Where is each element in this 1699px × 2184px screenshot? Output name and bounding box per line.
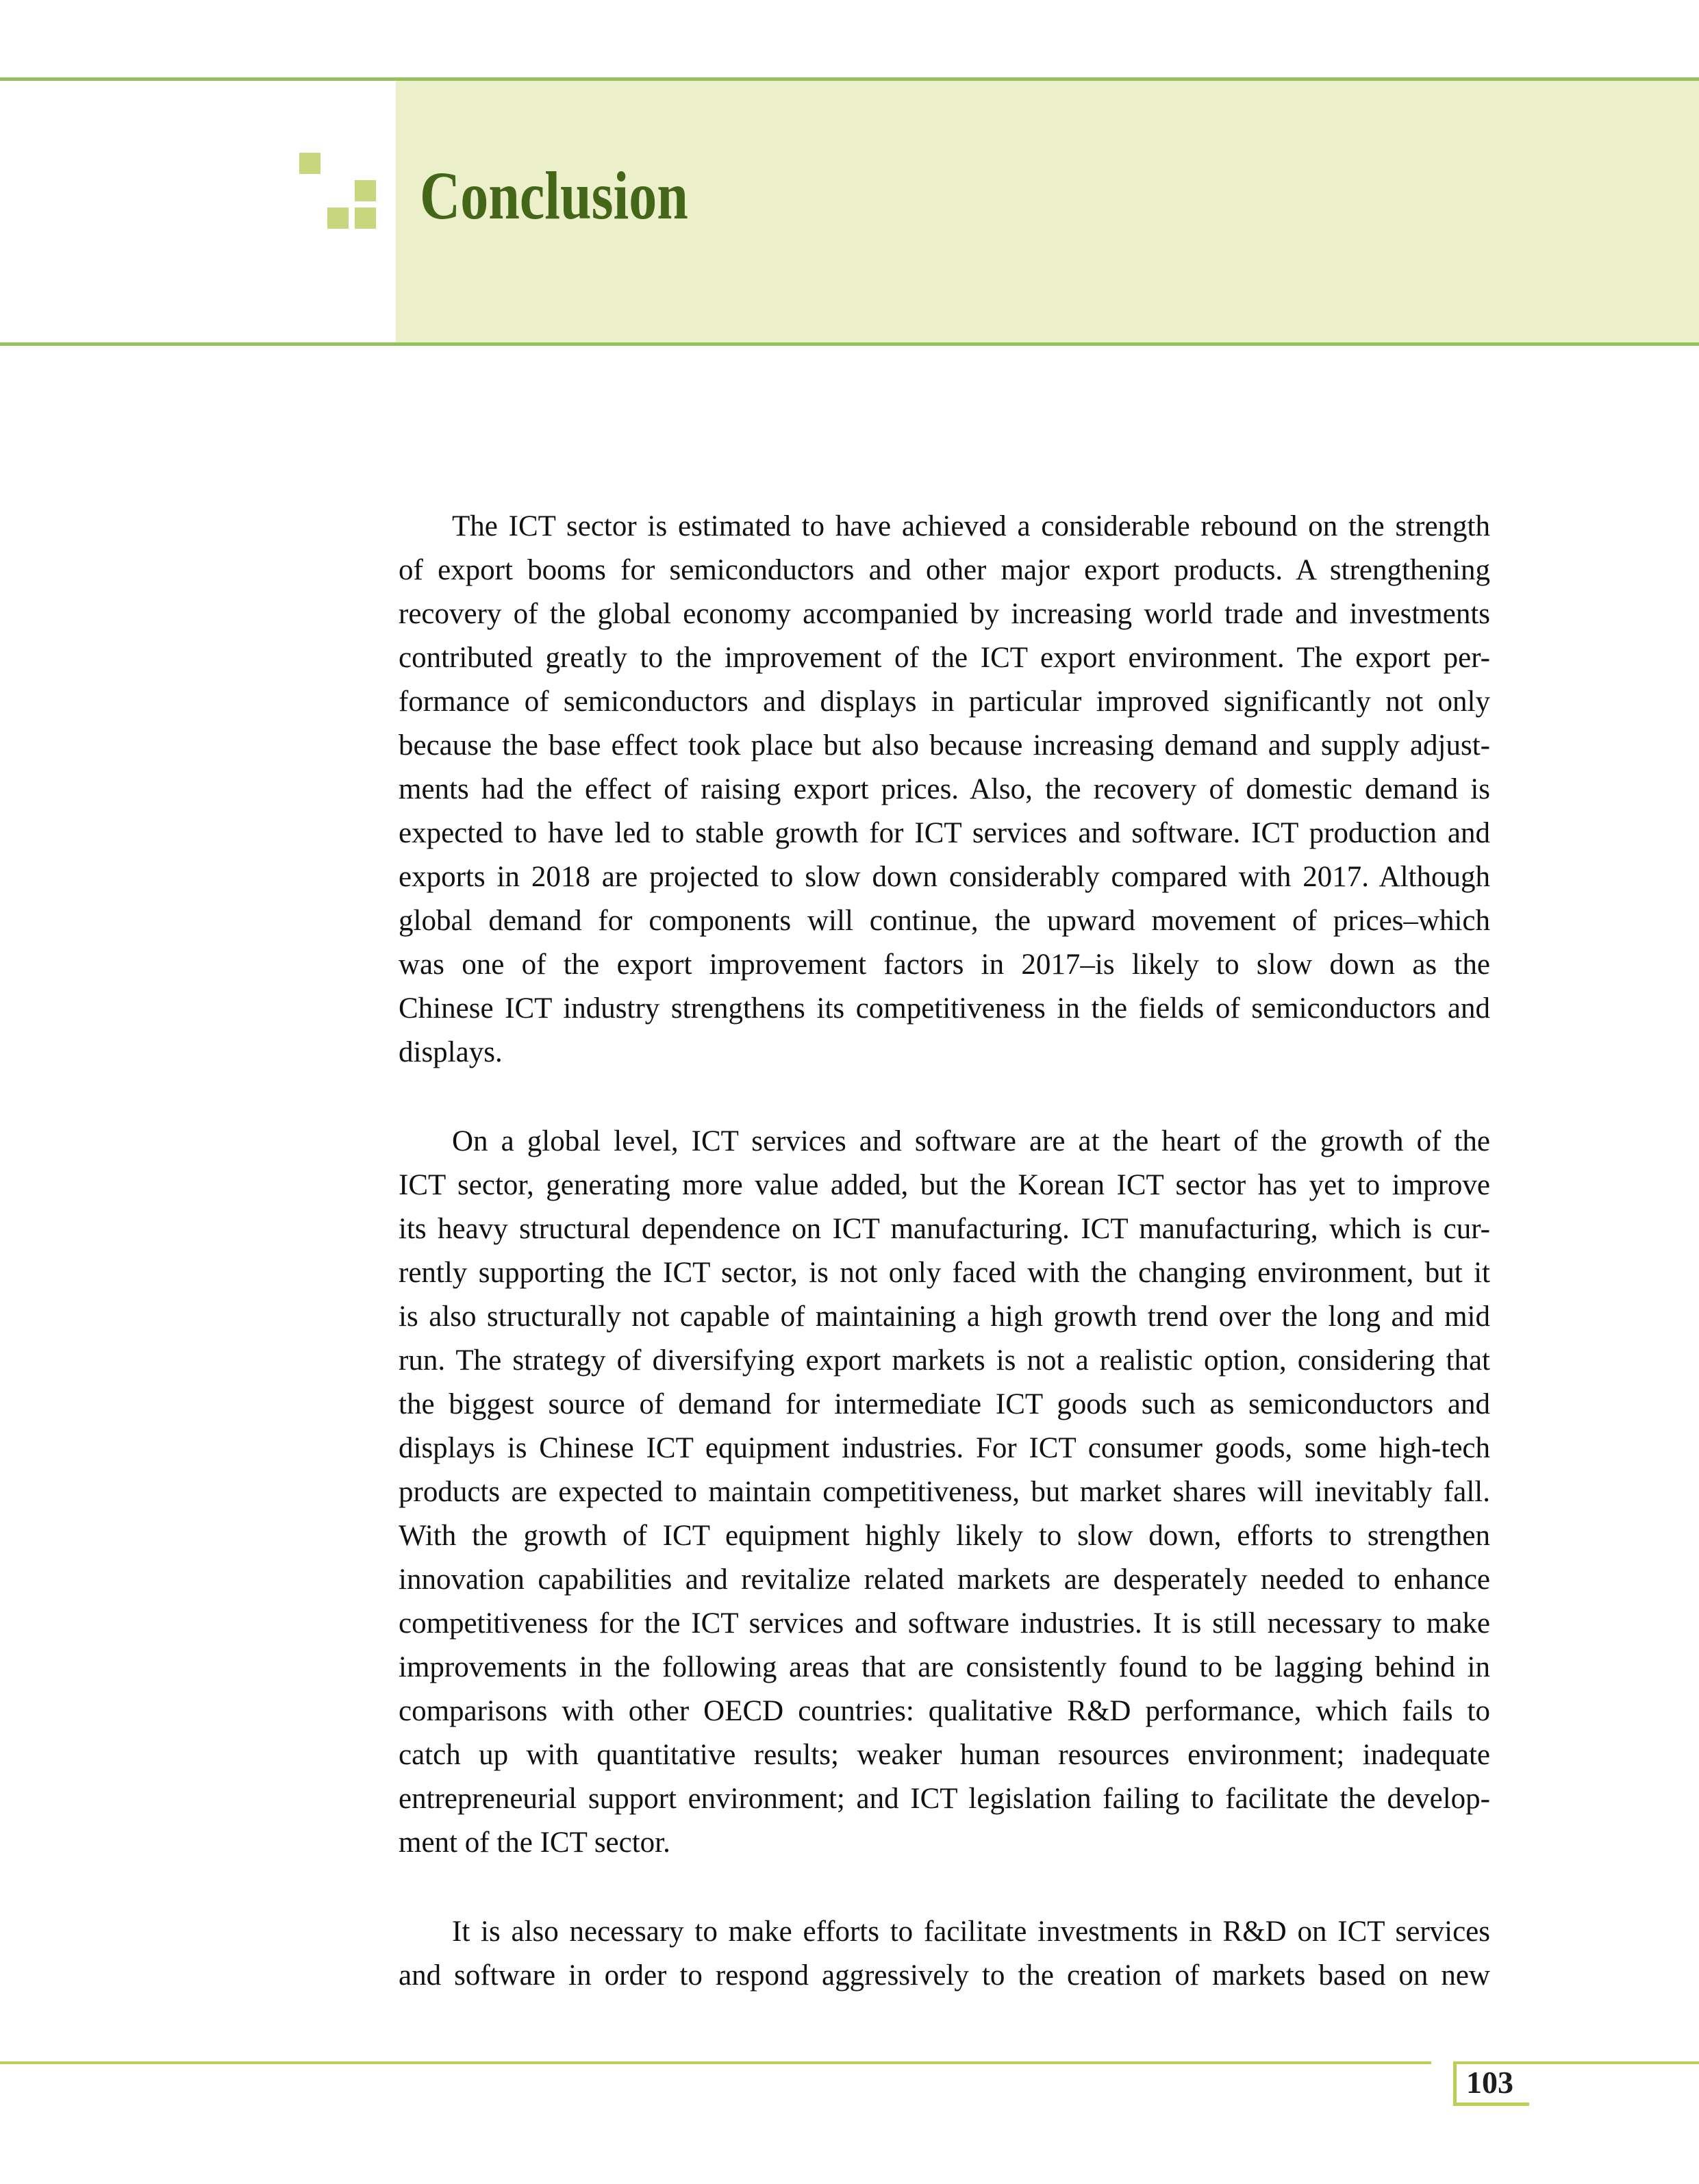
text-line: recovery of the global economy accompanied by increasing world trade and investments [399, 598, 1490, 630]
text-line: exports in 2018 are projected to slow down considerably compared with 2017. Although [399, 861, 1490, 893]
text-line: On a global level, ICT services and software are at the heart of the growth of the [452, 1125, 1490, 1157]
text-line: ment of the ICT sector. [399, 1827, 670, 1859]
text-line: and software in order to respond aggressively to the creation of markets based on new [399, 1959, 1490, 1992]
chapter-banner [396, 81, 1699, 342]
text-line: catch up with quantitative results; weaker human resources environment; inadequate [399, 1739, 1490, 1771]
decorative-square-3 [327, 208, 349, 229]
text-line: rently supporting the ICT sector, is not only faced with the changing environment, but it [399, 1257, 1490, 1289]
text-line: was one of the export improvement factors in 2017–is likely to slow down as the [399, 949, 1490, 981]
decorative-square-2 [355, 180, 376, 201]
text-line: competitiveness for the ICT services and software industries. It is still necessary to make [399, 1607, 1490, 1640]
text-line: displays is Chinese ICT equipment industries. For ICT consumer goods, some high-tech [399, 1432, 1490, 1464]
page-number-box-vertical-line [1453, 2061, 1457, 2105]
text-line: comparisons with other OECD countries: qualitative R&D performance, which fails to [399, 1695, 1490, 1727]
text-line: improvements in the following areas that are consistently found to be lagging behind in [399, 1651, 1490, 1683]
footer-rule-left [0, 2061, 1431, 2064]
footer-rule-right [1457, 2061, 1699, 2064]
text-line: run. The strategy of diversifying export markets is not a realistic option, considering that [399, 1344, 1490, 1377]
page-number-box-underline [1453, 2103, 1529, 2106]
paragraph [399, 505, 1490, 1075]
chapter-title: Conclusion [420, 158, 688, 234]
header-bottom-rule [0, 342, 1699, 346]
text-line: global demand for components will continue, the upward movement of prices–which [399, 905, 1490, 937]
text-line: because the base effect took place but also because increasing demand and supply adjust- [399, 729, 1490, 762]
text-line: the biggest source of demand for intermediate ICT goods such as semiconductors and [399, 1388, 1490, 1420]
decorative-square-1 [299, 153, 320, 174]
text-line: of export booms for semiconductors and other major export products. A strengthening [399, 554, 1490, 586]
paragraph [399, 1120, 1490, 1865]
text-line: With the growth of ICT equipment highly likely to slow down, efforts to strengthen [399, 1520, 1490, 1552]
page-number: 103 [1466, 2065, 1513, 2100]
text-line: It is also necessary to make efforts to facilitate investments in R&D on ICT services [452, 1916, 1490, 1948]
text-line: expected to have led to stable growth for ICT services and software. ICT production and [399, 817, 1490, 849]
text-line: products are expected to maintain competitiveness, but market shares will inevitably fall. [399, 1476, 1490, 1508]
text-line: contributed greatly to the improvement of the ICT export environment. The export per- [399, 642, 1490, 674]
text-line: ments had the effect of raising export prices. Also, the recovery of domestic demand is [399, 773, 1490, 805]
decorative-square-4 [355, 208, 376, 229]
text-line: The ICT sector is estimated to have achieved a considerable rebound on the strength [452, 510, 1490, 542]
text-line: entrepreneurial support environment; and ICT legislation failing to facilitate the develop- [399, 1783, 1490, 1815]
text-line: formance of semiconductors and displays in particular improved significantly not only [399, 686, 1490, 718]
text-line: is also structurally not capable of maintaining a high growth trend over the long and mid [399, 1301, 1490, 1333]
text-line: displays. [399, 1036, 503, 1068]
text-line: Chinese ICT industry strengthens its competitiveness in the fields of semiconductors and [399, 992, 1490, 1025]
text-line: its heavy structural dependence on ICT manufacturing. ICT manufacturing, which is cur- [399, 1213, 1490, 1245]
paragraph [399, 1910, 1490, 1998]
text-line: innovation capabilities and revitalize related markets are desperately needed to enhance [399, 1564, 1490, 1596]
text-line: ICT sector, generating more value added, but the Korean ICT sector has yet to improve [399, 1169, 1490, 1201]
body-text [399, 505, 1490, 1998]
